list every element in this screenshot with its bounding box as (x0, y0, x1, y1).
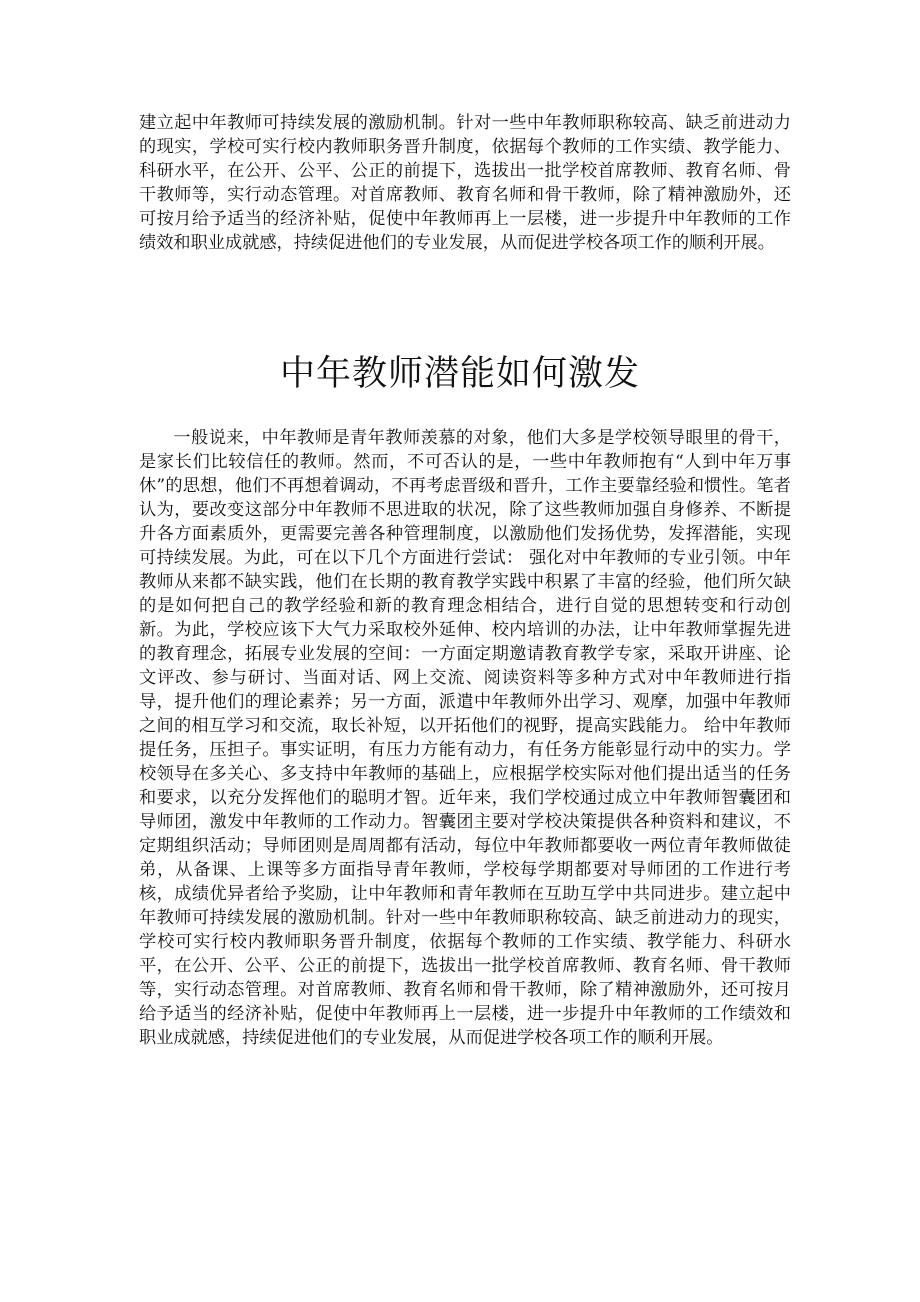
body-paragraph: 一般说来，中年教师是青年教师羡慕的对象，他们大多是学校领导眼里的骨干，是家长们比较信任的教师。然而，不可否认的是，一些中年教师抱有“人到中年万事休”的思想，他们不再想着调动，不再考虑晋级和晋升，工作主要靠经验和惯性。笔者认为，要改变这部分中年教师不思进取的状况，除了这些教师加强自身修养、不断提升各方面素质外，更需要完善各种管理制度，以激励他们发扬优势，发挥潜能，实现可持续发展。为此，可在以下几个方面进行尝试： 强化对中年教师的专业引领。中年教师从来都不缺实践，他们在长期的教育教学实践中积累了丰富的经验，他们所欠缺的是如何把自己的教学经验和新的教育理念相结合，进行自觉的思想转变和行动创新。为此，学校应该下大气力采取校外延伸、校内培训的办法，让中年教师掌握先进的教育理念，拓展专业发展的空间：一方面定期邀请教育教学专家，采取开讲座、论文评改、参与研讨、当面对话、网上交流、阅读资料等多种方式对中年教师进行指导，提升他们的理论素养；另一方面，派遣中年教师外出学习、观摩，加强中年教师之间的相互学习和交流，取长补短，以开拓他们的视野，提高实践能力。 给中年教师提任务，压担子。事实证明，有压力方能有动力，有任务方能彰显行动中的实力。学校领导在多关心、多支持中年教师的基础上，应根据学校实际对他们提出适当的任务和要求，以充分发挥他们的聪明才智。近年来，我们学校通过成立中年教师智囊团和导师团，激发中年教师的工作动力。智囊团主要对学校决策提供各种资料和建议，不定期组织活动；导师团则是周周都有活动，每位中年教师都要收一两位青年教师做徒弟，从备课、上课等多方面指导青年教师，学校每学期都要对导师团的工作进行考核，成绩优异者给予奖励，让中年教师和青年教师在互助互学中共同进步。建立起中年教师可持续发展的激励机制。针对一些中年教师职称较高、缺乏前进动力的现实，学校可实行校内教师职务晋升制度，依据每个教师的工作实绩、教学能力、科研水平，在公开、公平、公正的前提下，选拔出一批学校首席教师、教育名师、骨干教师等，实行动态管理。对首席教师、教育名师和骨干教师，除了精神激励外，还可按月给予适当的经济补贴，促使中年教师再上一层楼，进一步提升中年教师的工作绩效和职业成就感，持续促进他们的专业发展，从而促进学校各项工作的顺利开展。 (139, 428, 791, 1048)
top-paragraph: 建立起中年教师可持续发展的激励机制。针对一些中年教师职称较高、缺乏前进动力的现实，学校可实行校内教师职务晋升制度，依据每个教师的工作实绩、教学能力、科研水平，在公开、公平、公正的前提下，选拔出一批学校首席教师、教育名师、骨干教师等，实行动态管理。对首席教师、教育名师和骨干教师，除了精神激励外，还可按月给予适当的经济补贴，促使中年教师再上一层楼，进一步提升中年教师的工作绩效和职业成就感，持续促进他们的专业发展，从而促进学校各项工作的顺利开展。 (139, 113, 791, 253)
article-title: 中年教师潜能如何激发 (279, 354, 640, 394)
